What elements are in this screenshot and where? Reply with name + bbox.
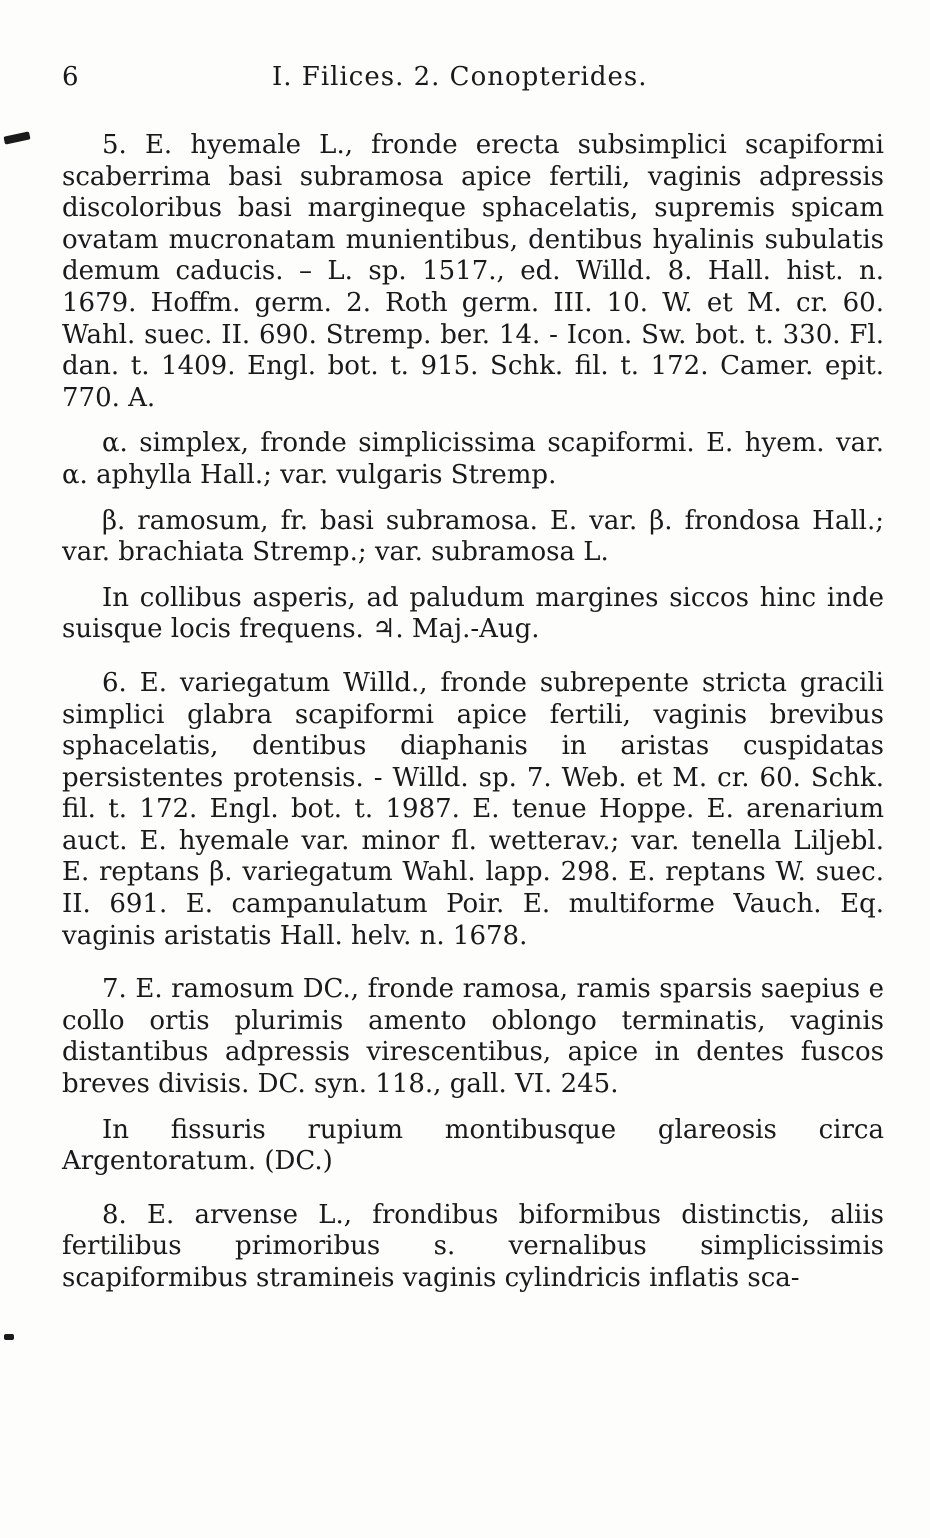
page-body — [62, 130, 884, 1317]
variety-beta: β. ramosum, fr. basi subramosa. E. var. β. frondosa Hall.; var. brachiata Stremp.; var. subramosa L. — [62, 505, 884, 568]
entry-equisetum-variegatum — [62, 668, 884, 952]
running-head: I. Filices. 2. Conopterides. — [272, 62, 648, 92]
variety-alpha: α. simplex, fronde simplicissima scapiformi. E. hyem. var. α. aphylla Hall.; var. vulgaris Stremp. — [62, 428, 884, 490]
entry-habitat: In fissuris rupium montibusque glareosis circa Argentoratum. (DC.) — [62, 1114, 884, 1177]
entry-description: 5. E. hyemale L., fronde erecta subsimplici scapiformi scaberrima basi subramosa apice fertili, vaginis adpressis discoloribus basi margineque sphacelatis, supremis spicam ovatam mucronatam munientibus, dentibus hyalinis subulatis demum caducis. – L. sp. 1517., ed. Willd. 8. Hall. hist. n. 1679. Hoffm. germ. 2. Roth germ. III. 10. W. et M. cr. 60. Wahl. suec. II. 690. Stremp. ber. 14. - Icon. Sw. bot. t. 330. Fl. dan. t. 1409. Engl. bot. t. 915. Schk. fil. t. 172. Camer. epit. 770. A. — [62, 130, 884, 413]
entry-equisetum-arvense — [62, 1200, 884, 1295]
margin-mark — [3, 131, 30, 144]
entry-habitat: In collibus asperis, ad paludum margines siccos hinc inde suisque locis frequens. ♃. Maj.-Aug. — [62, 582, 884, 645]
entry-equisetum-ramosum — [62, 974, 884, 1178]
entry-description: 8. E. arvense L., frondibus biformibus distinctis, aliis fertilibus primoribus s. vernalibus simplicissimis scapiformibus stramineis vaginis cylindricis inflatis sca- — [62, 1199, 884, 1293]
entry-description: 6. E. variegatum Willd., fronde subrepente stricta gracili simplici glabra scapiformi apice fertili, vaginis brevibus sphacelatis, dentibus diaphanis in aristas cuspidatas persistentes protensis. - Willd. sp. 7. Web. et M. cr. 60. Schk. fil. t. 172. Engl. bot. t. 1987. E. tenue Hoppe. E. arenarium auct. E. hyemale var. minor fl. wetterav.; var. tenella Liljebl. E. reptans β. variegatum Wahl. lapp. 298. E. reptans W. suec. II. 691. E. campanulatum Poir. E. multiforme Vauch. Eq. vaginis aristatis Hall. helv. n. 1678. — [62, 667, 884, 951]
margin-mark — [4, 1334, 14, 1340]
entry-equisetum-hyemale — [62, 130, 884, 646]
entry-description: 7. E. ramosum DC., fronde ramosa, ramis sparsis saepius e collo ortis plurimis amento oblongo terminatis, vaginis distantibus adpressis virescentibus, apice in dentes fuscos breves divisis. DC. syn. 118., gall. VI. 245. — [62, 974, 884, 1100]
page-number: 6 — [62, 62, 80, 92]
page-header — [62, 62, 868, 102]
